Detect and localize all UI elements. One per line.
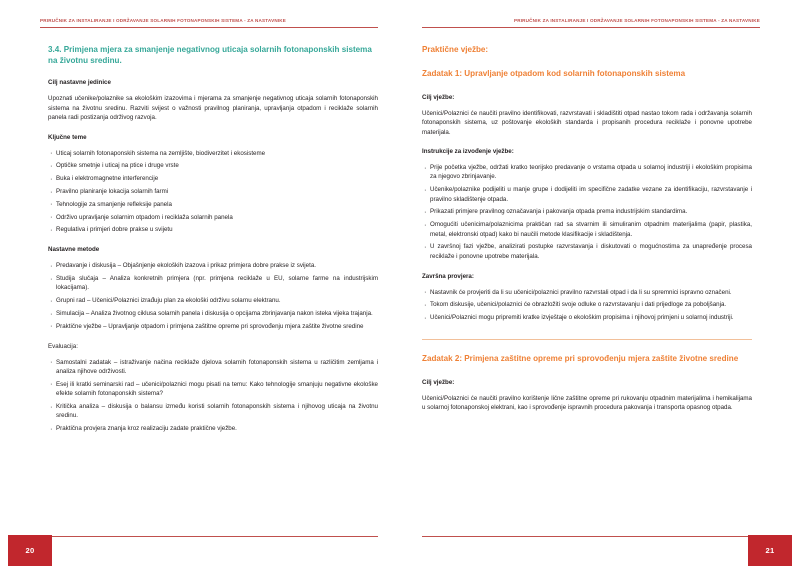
list-item: · Pravilno planiranje lokacija solarnih farmi: [48, 187, 378, 196]
right-page: [400, 0, 800, 566]
list-item: · Učenike/polaznike podijeliti u manje grupe i dodijeliti im specifične zadatke vezane za identifikaciju, razvrstavanje i pravilno skladištenje otpada.: [422, 185, 752, 204]
footer-rule-left: [40, 536, 378, 537]
footer-rule-right: [422, 536, 760, 537]
list-item: · Esej ili kratki seminarski rad – učenici/polaznici mogu pisati na temu: Kako tehnologije smanjuju negativne ekološke efekte solarnih fotonaponskih sistema?: [48, 380, 378, 399]
methods-heading: Nastavne metode: [48, 246, 100, 254]
header-rule-left: [40, 27, 378, 28]
goal-heading: Cilj nastavne jedinice: [48, 79, 111, 87]
list-item: · Kritička analiza – diskusija o balansu između koristi solarnih fotonaponskih sistema i njihovog uticaja na životnu sredinu.: [48, 402, 378, 421]
list-item: · Praktična provjera znanja kroz realizaciju zadate praktične vježbe.: [48, 424, 378, 433]
list-item: · Tokom diskusije, učenici/polaznici će obrazložiti svoje odluke o razvrstavanju i dati prijedloge za poboljšanja.: [422, 300, 752, 309]
list-item: · Učenici/Polaznici mogu pripremiti kratke izvještaje o ekološkim propisima i njihovoj primjeni u solarnoj industriji.: [422, 313, 752, 322]
task1-goal-paragraph: Učenici/Polaznici će naučiti pravilno identifikovati, razvrstavati i skladištiti otpad nastao tokom rada i održavanja solarnih fotonaponskih sistema, uz poštovanje ekoloških standarda i propisanih procedura reciklaže i ponovne upotrebe materijala.: [422, 109, 752, 136]
list-item: · U završnoj fazi vježbe, analizirati postupke razvrstavanja i diskutovati o mogućnostima za unapređenje procesa reciklaže i ponovne upotrebe materijala.: [422, 242, 752, 261]
task1-final-check-list: [422, 288, 752, 323]
list-item: · Studija slučaja – Analiza konkretnih primjera (npr. primjena reciklaže u EU, solarne farme na industrijskim lokacijama).: [48, 274, 378, 293]
running-header-left: [40, 18, 378, 32]
list-item: · Omogućiti učenicima/polaznicima praktičan rad sa stvarnim ili simuliranim otpadnim materijalima (papir, plastika, metal, elektronski otpad) kako bi naučili metode klasifikacije i skladištenja.: [422, 220, 752, 239]
task1-instructions-heading: Instrukcije za izvođenje vježbe:: [422, 148, 514, 156]
page-number: 20: [25, 546, 35, 555]
section-title: 3.4. Primjena mjera za smanjenje negativnog uticaja solarnih fotonaponskih sistema na životnu sredinu.: [48, 45, 372, 66]
task1-instructions-list: [422, 163, 752, 261]
methods-list: [48, 261, 378, 331]
running-header-text: PRIRUČNIK ZA INSTALIRANJE I ODRŽAVANJE SOLARNIH FOTONAPONSKIH SISTEMA - ZA NASTAVNIKE: [40, 18, 287, 23]
task2-title: Zadatak 2: Primjena zaštitne opreme pri sprovođenju mjera zaštite životne sredine: [422, 354, 739, 364]
list-item: · Prije početka vježbe, održati kratko teorijsko predavanje o vrstama otpada u solarnoj industriji i ekološkim propisima za njegovo zbrinjavanje.: [422, 163, 752, 182]
list-item: · Optičke smetnje i uticaj na ptice i druge vrste: [48, 161, 378, 170]
page-number-tab-left: [8, 535, 52, 566]
list-item: · Samostalni zadatak – istraživanje načina reciklaže djelova solarnih fotonaponskih sistema u različitim zemljama i analiza njihove održivosti.: [48, 358, 378, 377]
evaluation-heading: Evaluacija:: [48, 342, 78, 350]
task1-title: Zadatak 1: Upravljanje otpadom kod solarnih fotonaponskih sistema: [422, 69, 686, 79]
key-topics-list: [48, 149, 378, 235]
list-item: · Regulativa i primjeri dobre prakse u svijetu: [48, 225, 378, 234]
key-topics-heading: Ključne teme: [48, 133, 87, 141]
list-item: · Simulacija – Analiza životnog ciklusa solarnih panela i diskusija o opcijama zbrinjavanja nakon isteka vijeka trajanja.: [48, 309, 378, 318]
list-item: · Uticaj solarnih fotonaponskih sistema na zemljište, biodiverzitet i ekosisteme: [48, 149, 378, 158]
list-item: · Grupni rad – Učenici/Polaznici izrađuju plan za ekološki održivu solarnu elektranu.: [48, 296, 378, 305]
list-item: · Nastavnik će provjeriti da li su učenici/polaznici pravilno razvrstali otpad i da li su spremnici ispravno označeni.: [422, 288, 752, 297]
goal-paragraph: Upoznati učenike/polaznike sa ekološkim izazovima i mjerama za smanjenje negativnog uticaja solarnih fotonaponskih sistema na životnu sredinu. Razviti svijest o važnosti pravilnog planiranja, upravljanja otpadom i reciklaže solarnih panela radi postizanja održivog razvoja.: [48, 95, 378, 122]
list-item: · Održivo upravljanje solarnim otpadom i reciklaža solarnih panela: [48, 213, 378, 222]
header-rule-right: [422, 27, 760, 28]
left-content-column: [48, 44, 378, 522]
running-header-text: PRIRUČNIK ZA INSTALIRANJE I ODRŽAVANJE SOLARNIH FOTONAPONSKIH SISTEMA - ZA NASTAVNIKE: [513, 18, 760, 23]
list-item: · Predavanje i diskusija – Objašnjenje ekoloških izazova i prikaz primjera dobre prakse iz svijeta.: [48, 261, 378, 270]
page-number: 21: [765, 546, 775, 555]
task1-goal-heading: Cilj vježbe:: [422, 93, 455, 101]
list-item: · Praktične vježbe – Upravljanje otpadom i primjena zaštitne opreme pri sprovođenju mjera zaštite životne sredine: [48, 322, 378, 331]
list-item: · Prikazati primjere pravilnog označavanja i pakovanja otpada prema industrijskim standardima.: [422, 207, 752, 216]
list-item: · Tehnologije za smanjenje refleksije panela: [48, 200, 378, 209]
running-header-right: [422, 18, 760, 32]
list-item: · Buka i elektromagnetne interferencije: [48, 174, 378, 183]
task2-goal-heading: Cilj vježbe:: [422, 378, 455, 386]
practical-exercises-label: Praktične vježbe:: [422, 45, 489, 54]
right-content-column: [422, 44, 752, 522]
evaluation-list: [48, 358, 378, 434]
page-number-tab-right: [748, 535, 792, 566]
task1-final-check-heading: Završna provjera:: [422, 272, 474, 280]
task2-goal-paragraph: Učenici/Polaznici će naučiti pravilno korištenje lične zaštitne opreme pri rukovanju otpadnim materijalima i hemikalijama u solarnoj fotonaponskoj elektrani, kao i sprovođenje ispravnih procedura pakovanja i transporta opasnog otpada.: [422, 394, 752, 412]
